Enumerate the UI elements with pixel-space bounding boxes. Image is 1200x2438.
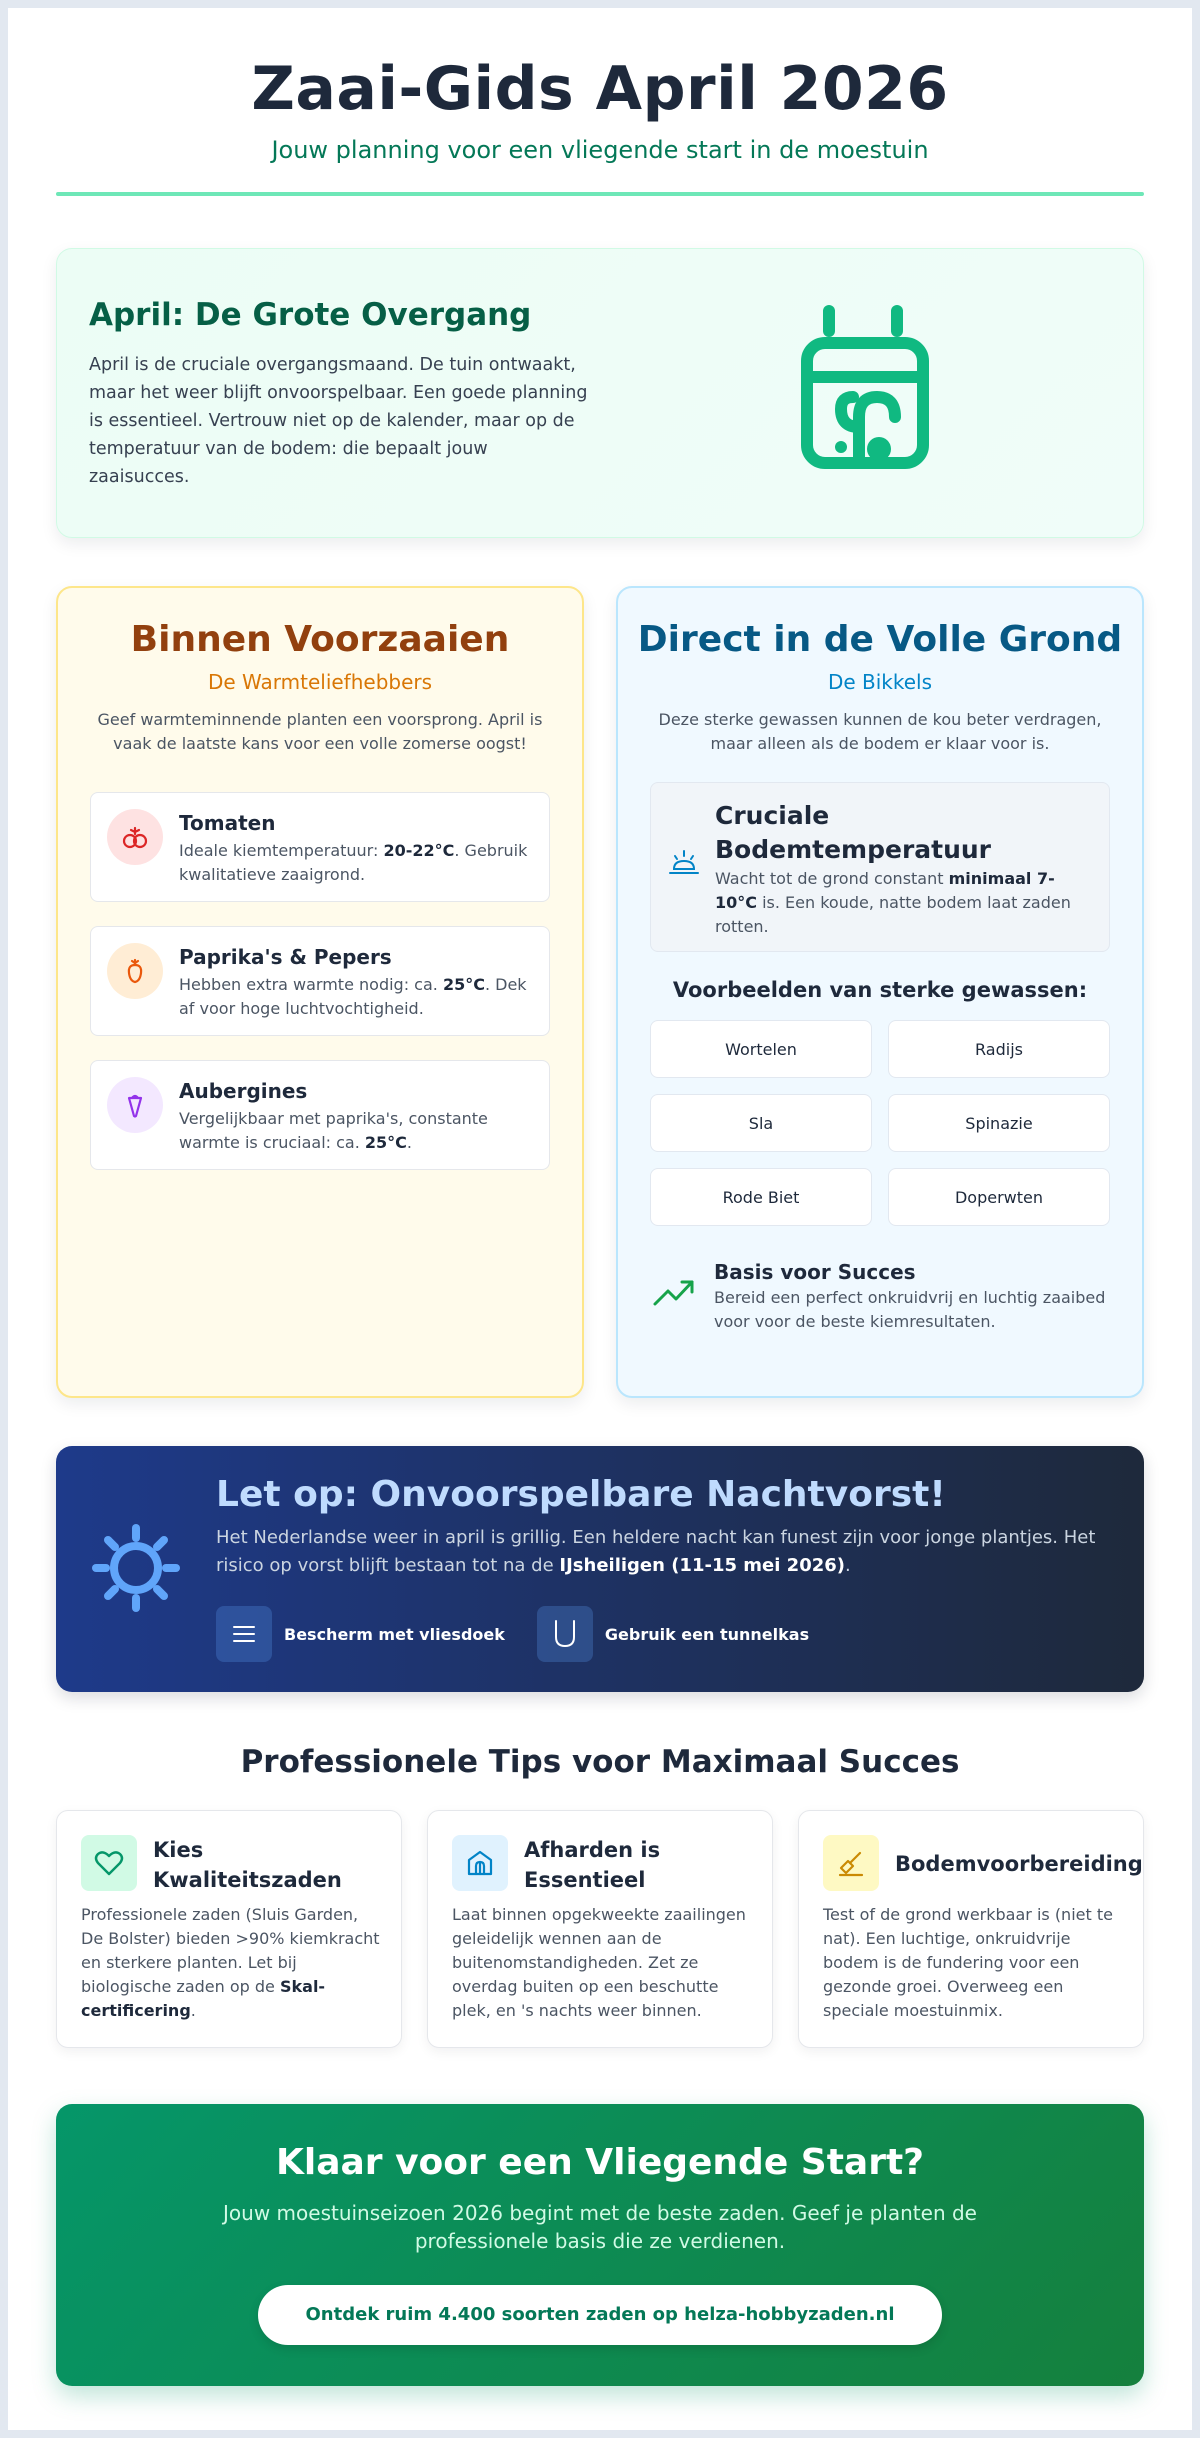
crop-item: Doperwten [888, 1168, 1110, 1226]
basis-title: Basis voor Succes [714, 1260, 916, 1284]
plant-description: Vergelijkbaar met paprika's, constante warmte is cruciaal: ca. 25°C. [179, 1109, 488, 1152]
basis-block [650, 1260, 1110, 1332]
tip-card-kwaliteitszaden [56, 1810, 402, 2048]
tunnel-icon [537, 1606, 593, 1662]
indoor-column [56, 586, 584, 1398]
pepper-icon [107, 943, 163, 999]
intro-card [56, 248, 1144, 538]
frost-action-fleece [216, 1606, 505, 1662]
cta-button[interactable]: Ontdek ruim 4.400 soorten zaden op helza-hobbyzaden.nl [258, 2285, 942, 2345]
tip-title: Afharden is Essentieel [524, 1838, 661, 1892]
frost-action-tunnel [537, 1606, 809, 1662]
outdoor-description: Deze sterke gewassen kunnen de kou beter verdragen, maar alleen als de bodem er klaar voor is. [658, 710, 1102, 753]
shovel-icon [823, 1835, 879, 1891]
crop-item: Sla [650, 1094, 872, 1152]
crop-item: Wortelen [650, 1020, 872, 1078]
cta-text: Jouw moestuinseizoen 2026 begint met de beste zaden. Geef je planten de professionele basis die ze verdienen. [223, 2201, 977, 2253]
crop-item: Radijs [888, 1020, 1110, 1078]
plant-card-paprika [90, 926, 550, 1036]
soil-temperature-text: Wacht tot de grond constant minimaal 7-10°C is. Een koude, natte bodem laat zaden rotten. [715, 869, 1071, 936]
eggplant-icon [107, 1077, 163, 1133]
frost-warning-banner [56, 1446, 1144, 1692]
page-subtitle: Jouw planning voor een vliegende start in de moestuin [271, 136, 929, 164]
tip-title: Bodemvoorbereiding [895, 1852, 1143, 1876]
tomato-icon [107, 809, 163, 865]
frost-actions [216, 1606, 809, 1662]
frost-action-label: Bescherm met vliesdoek [284, 1624, 505, 1644]
frost-title: Let op: Onvoorspelbare Nachtvorst! [216, 1474, 946, 1515]
page-title: Zaai-Gids April 2026 [251, 54, 949, 124]
plant-name: Paprika's & Pepers [179, 945, 392, 969]
plant-card-tomaten [90, 792, 550, 902]
header-divider [56, 192, 1144, 196]
indoor-title: Binnen Voorzaaien [130, 619, 510, 660]
tip-text: Laat binnen opgekweekte zaailingen geleidelijk wennen aan de buitenomstandigheden. Zet ze overdag buiten op een beschutte plek, en 's nachts weer binnen. [452, 1905, 746, 2020]
outdoor-column [616, 586, 1144, 1398]
crop-item: Rode Biet [650, 1168, 872, 1226]
intro-body: April is de cruciale overgangsmaand. De tuin ontwaakt, maar het weer blijft onvoorspelbaar. Een goede planning is essentieel. Vertrouw niet op de kalender, maar op de temperatuur van de bodem: die bepaalt jouw zaaisucces. [89, 355, 588, 487]
plant-description: Ideale kiemtemperatuur: 20-22°C. Gebruik kwalitatieve zaaigrond. [179, 841, 528, 884]
indoor-subtitle: De Warmteliefhebbers [207, 670, 433, 694]
tip-title: Kies Kwaliteitszaden [153, 1838, 342, 1892]
crops-heading: Voorbeelden van sterke gewassen: [672, 978, 1088, 1002]
crops-grid [650, 1020, 1110, 1226]
basis-text: Bereid een perfect onkruidvrij en luchtig zaaibed voor voor de beste kiemresultaten. [714, 1288, 1106, 1331]
tip-text: Test of de grond werkbaar is (niet te nat). Een luchtige, onkruidvrije bodem is de fundering voor een gezonde groei. Overweeg een speciale moestuinmix. [823, 1905, 1113, 2020]
cta-title: Klaar voor een Vliegende Start? [275, 2142, 925, 2183]
tip-text: Professionele zaden (Sluis Garden, De Bolster) bieden >90% kiemkracht en sterkere planten. Let bij biologische zaden op de Skal-certificering. [81, 1905, 380, 2020]
plant-card-aubergines [90, 1060, 550, 1170]
trending-up-icon [652, 1274, 696, 1308]
outdoor-subtitle: De Bikkels [827, 670, 933, 694]
tip-card-bodemvoorbereiding [798, 1810, 1144, 2048]
tip-card-afharden [427, 1810, 773, 2048]
frost-sun-icon [92, 1524, 180, 1612]
crop-item: Spinazie [888, 1094, 1110, 1152]
thermometer-sun-icon [667, 847, 701, 881]
frost-text: Het Nederlandse weer in april is grillig. Een heldere nacht kan funest zijn voor jonge plantjes. Het risico op vorst blijft bestaan tot na de IJsheiligen (11-15 mei 2026). [216, 1527, 1096, 1576]
soil-temperature-box [650, 782, 1110, 952]
heart-icon [81, 1835, 137, 1891]
indoor-description: Geef warmteminnende planten een voorsprong. April is vaak de laatste kans voor een volle zomerse oogst! [97, 710, 543, 753]
soil-temperature-title: Cruciale Bodemtemperatuur [715, 801, 992, 864]
header [8, 8, 1192, 196]
outdoor-title: Direct in de Volle Grond [637, 619, 1123, 660]
plant-name: Tomaten [179, 811, 276, 835]
frost-action-label: Gebruik een tunnelkas [604, 1624, 810, 1644]
plant-name: Aubergines [179, 1079, 308, 1103]
cta-section [56, 2104, 1144, 2386]
plant-description: Hebben extra warmte nodig: ca. 25°C. Dek af voor hoge luchtvochtigheid. [179, 975, 527, 1018]
greenhouse-icon [452, 1835, 508, 1891]
fleece-icon [216, 1606, 272, 1662]
tips-title: Professionele Tips voor Maximaal Succes [240, 1744, 960, 1780]
intro-title: April: De Grote Overgang [89, 297, 532, 333]
page [8, 8, 1192, 2430]
calendar-seedling-icon [797, 297, 937, 477]
